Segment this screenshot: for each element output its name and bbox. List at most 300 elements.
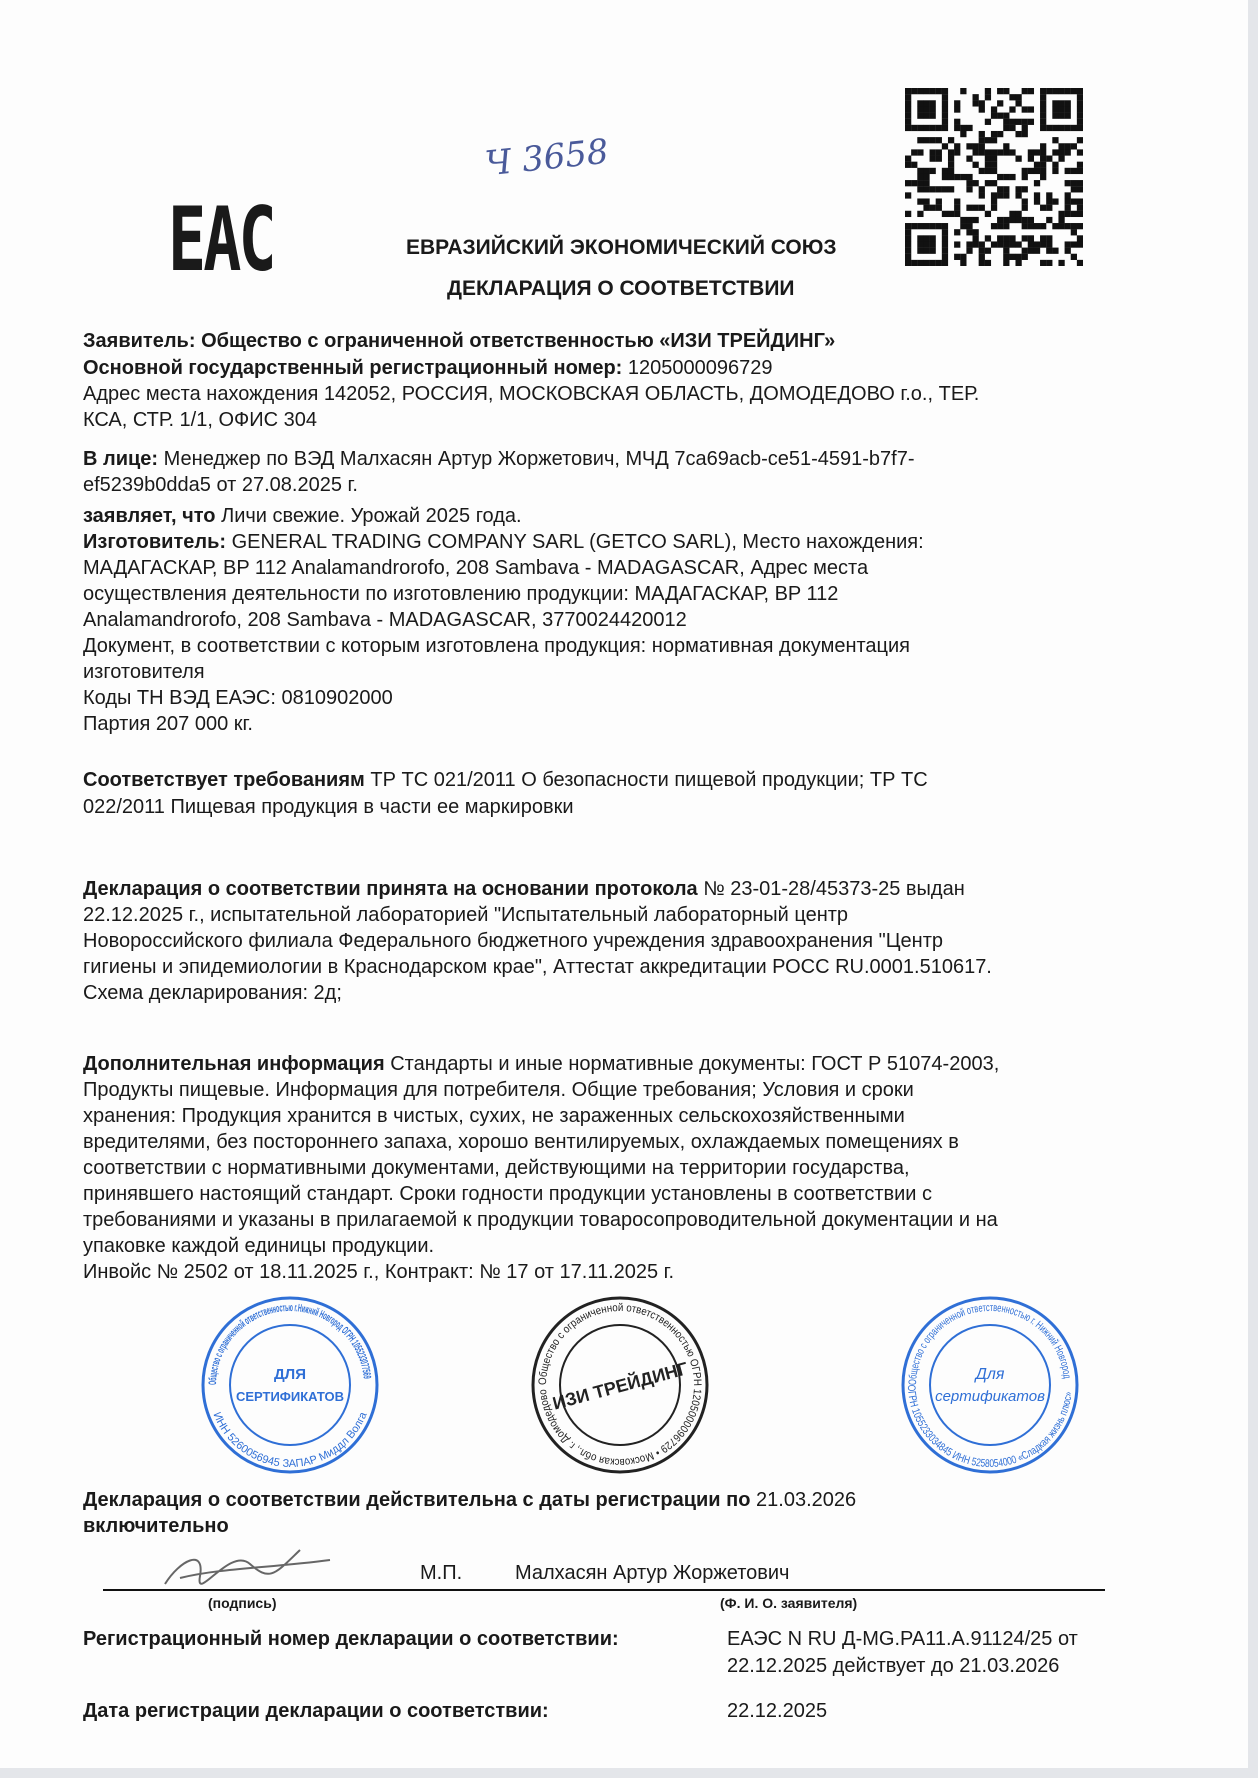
qr-module xyxy=(942,248,948,254)
qr-module xyxy=(1046,125,1052,131)
qr-module xyxy=(923,174,929,180)
qr-module xyxy=(948,149,954,155)
qr-module xyxy=(1052,223,1058,229)
qr-module xyxy=(985,137,991,143)
union-title: ЕВРАЗИЙСКИЙ ЭКОНОМИЧЕСКИЙ СОЮЗ xyxy=(406,236,837,259)
qr-module xyxy=(936,156,942,162)
qr-module xyxy=(1046,156,1052,162)
qr-module xyxy=(1065,168,1071,174)
qr-module xyxy=(1022,125,1028,131)
qr-module xyxy=(1065,205,1071,211)
qr-module xyxy=(979,192,985,198)
qr-module xyxy=(1046,205,1052,211)
qr-module xyxy=(954,211,960,217)
qr-module xyxy=(991,241,997,247)
qr-module xyxy=(1040,260,1046,266)
registration-date: 22.12.2025 xyxy=(727,1700,828,1722)
qr-module xyxy=(1003,241,1009,247)
qr-module xyxy=(1077,119,1083,125)
qr-module xyxy=(985,162,991,168)
name-caption: (Ф. И. О. заявителя) xyxy=(720,1595,858,1611)
qr-module xyxy=(1052,198,1058,204)
stamp-center-text: ИЗИ ТРЕЙДИНГ xyxy=(550,1358,691,1414)
stamp-ring-text-bottom: ОГРН 1055233034845 ИНН 5258054000 «Сладкая жизнь плюс» xyxy=(904,1384,1075,1471)
qr-module xyxy=(917,211,923,217)
representative-line xyxy=(83,446,915,472)
qr-module xyxy=(1046,198,1052,204)
product-text-line: Analamandrorofo, 208 Sambava - MADAGASCAR, 3770024420012 xyxy=(83,609,687,631)
qr-module xyxy=(1034,168,1040,174)
qr-module xyxy=(917,168,923,174)
qr-module xyxy=(917,260,923,266)
qr-module xyxy=(923,100,929,106)
stamp-ring-text: Общество с ограниченной ответственностью ОГРН 1205000096729 • Московская обл., г. Домодедово xyxy=(536,1301,704,1469)
qr-module xyxy=(905,162,911,168)
qr-module xyxy=(917,100,923,106)
qr-module xyxy=(1058,125,1064,131)
qr-module xyxy=(1058,113,1064,119)
qr-module xyxy=(911,149,917,155)
qr-module xyxy=(1022,119,1028,125)
qr-module xyxy=(905,235,911,241)
qr-module xyxy=(1003,143,1009,149)
qr-module xyxy=(1009,241,1015,247)
qr-module xyxy=(1052,168,1058,174)
qr-module xyxy=(936,137,942,143)
product-text: Личи свежие. Урожай 2025 года. xyxy=(221,505,522,527)
qr-module xyxy=(923,113,929,119)
additional-text-line: Продукты пищевые. Информация для потребителя. Общие требования; Условия и сроки xyxy=(83,1079,914,1101)
qr-module xyxy=(1003,260,1009,266)
basis-text-line: Схема декларирования: 2д; xyxy=(83,982,342,1004)
qr-module xyxy=(930,100,936,106)
qr-module xyxy=(930,260,936,266)
qr-module xyxy=(979,131,985,137)
stamp-center-text: Для xyxy=(975,1366,1005,1383)
qr-module xyxy=(1003,223,1009,229)
qr-module xyxy=(911,88,917,94)
qr-module xyxy=(1028,149,1034,155)
qr-module xyxy=(1052,248,1058,254)
qr-module xyxy=(936,149,942,155)
qr-module xyxy=(942,94,948,100)
qr-module xyxy=(905,88,911,94)
qr-module xyxy=(997,235,1003,241)
qr-module xyxy=(979,260,985,266)
stamp-center-text: СЕРТИФИКАТОВ xyxy=(235,1389,345,1404)
qr-module xyxy=(966,217,972,223)
qr-module xyxy=(954,229,960,235)
additional-text-line: требованиями и указаны в прилагаемой к продукции товаросопроводительной документации и на xyxy=(83,1209,998,1231)
qr-module xyxy=(1065,192,1071,198)
qr-module xyxy=(1015,192,1021,198)
conformity-text: ТР ТС 021/2011 О безопасности пищевой продукции; ТР ТС xyxy=(370,769,928,791)
qr-module xyxy=(1022,168,1028,174)
qr-module xyxy=(923,180,929,186)
qr-module xyxy=(979,241,985,247)
qr-module xyxy=(1046,88,1052,94)
product-text-line: МАДАГАСКАР, BP 112 Analamandrorofo, 208 Sambava - MADAGASCAR, Адрес места xyxy=(83,557,869,579)
qr-module xyxy=(1071,229,1077,235)
qr-module xyxy=(1028,235,1034,241)
qr-module xyxy=(1040,106,1046,112)
qr-module xyxy=(917,113,923,119)
conformity-line-2: 022/2011 Пищевая продукция в части ее маркировки xyxy=(83,796,574,818)
product-line xyxy=(83,503,522,529)
qr-module xyxy=(905,113,911,119)
qr-module xyxy=(973,100,979,106)
qr-module xyxy=(1052,113,1058,119)
qr-module xyxy=(954,198,960,204)
qr-module xyxy=(942,119,948,125)
qr-module xyxy=(1040,94,1046,100)
qr-module xyxy=(930,125,936,131)
validity-label: Декларация о соответствии действительна с даты регистрации по xyxy=(83,1489,751,1511)
qr-module xyxy=(905,192,911,198)
qr-module xyxy=(923,125,929,131)
svg-text:ИНН 5260056945 ЗАПАР Миддл Вол xyxy=(210,1410,369,1470)
qr-module xyxy=(1077,125,1083,131)
qr-module xyxy=(942,125,948,131)
qr-module xyxy=(923,241,929,247)
qr-module xyxy=(985,211,991,217)
qr-module xyxy=(936,260,942,266)
qr-module xyxy=(966,229,972,235)
qr-module xyxy=(954,119,960,125)
qr-module xyxy=(1015,260,1021,266)
qr-module xyxy=(960,174,966,180)
qr-module xyxy=(1077,241,1083,247)
qr-module xyxy=(954,125,960,131)
qr-module xyxy=(954,205,960,211)
qr-module xyxy=(991,156,997,162)
qr-module xyxy=(942,260,948,266)
qr-module xyxy=(942,229,948,235)
qr-module xyxy=(1071,211,1077,217)
qr-module xyxy=(942,254,948,260)
document-title: ДЕКЛАРАЦИЯ О СООТВЕТСТВИИ xyxy=(447,277,795,300)
qr-module xyxy=(1040,119,1046,125)
qr-module xyxy=(1009,119,1015,125)
qr-module xyxy=(1052,162,1058,168)
qr-module xyxy=(905,241,911,247)
qr-module xyxy=(991,137,997,143)
qr-module xyxy=(997,100,1003,106)
qr-module xyxy=(1003,186,1009,192)
qr-module xyxy=(1065,149,1071,155)
qr-module xyxy=(1058,100,1064,106)
qr-module xyxy=(942,106,948,112)
qr-module xyxy=(1040,125,1046,131)
qr-module xyxy=(1071,168,1077,174)
qr-module xyxy=(942,174,948,180)
qr-module xyxy=(1009,235,1015,241)
qr-module xyxy=(1028,223,1034,229)
qr-module xyxy=(930,149,936,155)
additional-line xyxy=(83,1051,999,1077)
qr-module xyxy=(917,149,923,155)
qr-module xyxy=(1009,211,1015,217)
qr-module xyxy=(1028,119,1034,125)
qr-module xyxy=(1028,241,1034,247)
qr-module xyxy=(1065,198,1071,204)
qr-module xyxy=(923,223,929,229)
representative-label: В лице: xyxy=(83,448,159,470)
qr-module xyxy=(991,113,997,119)
qr-module xyxy=(991,223,997,229)
qr-module xyxy=(917,174,923,180)
qr-module xyxy=(1022,223,1028,229)
qr-module xyxy=(1052,137,1058,143)
qr-module xyxy=(917,223,923,229)
qr-module xyxy=(1058,211,1064,217)
qr-module xyxy=(942,88,948,94)
qr-module xyxy=(1022,88,1028,94)
qr-module xyxy=(985,248,991,254)
qr-module xyxy=(930,137,936,143)
qr-module xyxy=(905,125,911,131)
qr-module xyxy=(1046,241,1052,247)
qr-module xyxy=(1022,217,1028,223)
qr-module xyxy=(1022,186,1028,192)
qr-module xyxy=(942,211,948,217)
qr-module xyxy=(923,186,929,192)
qr-module xyxy=(997,223,1003,229)
stamp-center-text: сертификатов xyxy=(935,1388,1045,1405)
qr-module xyxy=(960,260,966,266)
black-company-stamp xyxy=(530,1295,710,1475)
qr-module xyxy=(1003,254,1009,260)
qr-module xyxy=(917,125,923,131)
applicant-label: Заявитель: xyxy=(83,330,196,352)
qr-module xyxy=(948,156,954,162)
blue-stamp-right xyxy=(900,1295,1080,1475)
qr-module xyxy=(942,223,948,229)
qr-module xyxy=(997,149,1003,155)
qr-module xyxy=(905,100,911,106)
qr-module xyxy=(997,192,1003,198)
qr-module xyxy=(905,223,911,229)
qr-module xyxy=(991,131,997,137)
handwritten-signature xyxy=(150,1540,340,1588)
qr-module xyxy=(960,131,966,137)
qr-module xyxy=(1058,223,1064,229)
product-text-line: Партия 207 000 кг. xyxy=(83,713,253,735)
qr-module xyxy=(1003,125,1009,131)
qr-module xyxy=(979,143,985,149)
stamp-center-text: ДЛЯ xyxy=(274,1366,306,1383)
qr-module xyxy=(930,88,936,94)
qr-module xyxy=(985,180,991,186)
mp-label: М.П. xyxy=(420,1562,463,1584)
qr-module xyxy=(1046,248,1052,254)
qr-module xyxy=(1065,241,1071,247)
qr-module xyxy=(911,260,917,266)
stamp-ring-text-top: Общество с ограниченной ответственностью г.Нижний Новгород ОГРН 1055233077569 xyxy=(206,1301,374,1386)
qr-module xyxy=(954,174,960,180)
qr-module xyxy=(1071,88,1077,94)
qr-module xyxy=(960,217,966,223)
manufacturer-label: Изготовитель: xyxy=(83,531,227,553)
stamp-ring-text-bottom: ИНН 5260056945 ЗАПАР Миддл Волга xyxy=(210,1410,370,1471)
qr-module xyxy=(905,229,911,235)
qr-module xyxy=(1040,235,1046,241)
qr-module xyxy=(1065,223,1071,229)
qr-module xyxy=(1040,100,1046,106)
qr-module xyxy=(905,106,911,112)
qr-module xyxy=(954,254,960,260)
qr-module xyxy=(1022,205,1028,211)
qr-module xyxy=(991,180,997,186)
qr-module xyxy=(966,125,972,131)
qr-module xyxy=(930,186,936,192)
qr-module xyxy=(979,149,985,155)
handwritten-number: Ч 3658 xyxy=(483,131,611,185)
qr-module xyxy=(997,174,1003,180)
qr-module xyxy=(979,248,985,254)
signature-caption: (подпись) xyxy=(208,1595,277,1611)
qr-module xyxy=(1071,186,1077,192)
qr-module xyxy=(930,235,936,241)
qr-module xyxy=(1015,186,1021,192)
qr-module xyxy=(1065,88,1071,94)
qr-module xyxy=(1058,156,1064,162)
qr-module xyxy=(948,174,954,180)
qr-module xyxy=(991,162,997,168)
qr-module xyxy=(1040,174,1046,180)
validity-date: 21.03.2026 xyxy=(756,1489,857,1511)
qr-module xyxy=(905,94,911,100)
qr-module xyxy=(942,186,948,192)
qr-module xyxy=(979,137,985,143)
qr-module xyxy=(1040,241,1046,247)
qr-module xyxy=(1028,248,1034,254)
qr-module xyxy=(1071,198,1077,204)
qr-module xyxy=(1040,156,1046,162)
qr-module xyxy=(985,149,991,155)
address-line-1: Адрес места нахождения 142052, РОССИЯ, МОСКОВСКАЯ ОБЛАСТЬ, ДОМОДЕДОВО г.о., ТЕР. xyxy=(83,383,980,405)
qr-module xyxy=(1003,192,1009,198)
qr-module xyxy=(1077,235,1083,241)
applicant-name: Общество с ограниченной ответственностью «ИЗИ ТРЕЙДИНГ» xyxy=(201,330,836,352)
qr-module xyxy=(923,260,929,266)
basis-text-line: гигиены и эпидемиологии в Краснодарском крае", Аттестат аккредитации РОСС RU.0001.510617. xyxy=(83,956,992,978)
qr-module xyxy=(1003,174,1009,180)
qr-module xyxy=(1077,260,1083,266)
qr-module xyxy=(954,106,960,112)
qr-module xyxy=(991,168,997,174)
qr-module xyxy=(930,106,936,112)
qr-module xyxy=(1071,254,1077,260)
qr-module xyxy=(948,168,954,174)
qr-module xyxy=(973,235,979,241)
basis-text-line: 22.12.2025 г., испытательной лабораторией "Испытательный лабораторный центр xyxy=(83,904,849,926)
qr-module xyxy=(966,174,972,180)
basis-label: Декларация о соответствии принята на основании протокола xyxy=(83,878,698,900)
qr-module xyxy=(923,106,929,112)
basis-text-line: Новороссийского филиала Федерального бюджетного учреждения здравоохранения "Центр xyxy=(83,930,944,952)
qr-module xyxy=(1003,235,1009,241)
qr-module xyxy=(1015,131,1021,137)
qr-module xyxy=(1003,119,1009,125)
qr-module xyxy=(917,88,923,94)
manufacturer-text: GENERAL TRADING COMPANY SARL (GETCO SARL), Место нахождения: xyxy=(231,531,924,553)
qr-module xyxy=(905,156,911,162)
qr-module xyxy=(942,241,948,247)
qr-module xyxy=(985,168,991,174)
qr-module xyxy=(905,260,911,266)
qr-module xyxy=(1065,106,1071,112)
applicant-name-signature: Малхасян Артур Жоржетович xyxy=(515,1562,790,1584)
qr-module xyxy=(973,229,979,235)
qr-module xyxy=(1065,180,1071,186)
qr-module xyxy=(1077,168,1083,174)
qr-module xyxy=(1040,223,1046,229)
qr-module xyxy=(905,248,911,254)
qr-module xyxy=(1046,260,1052,266)
qr-module xyxy=(1003,149,1009,155)
qr-module xyxy=(1046,192,1052,198)
validity-line-2: включительно xyxy=(83,1515,229,1537)
qr-module xyxy=(973,143,979,149)
qr-module xyxy=(966,241,972,247)
qr-module xyxy=(985,156,991,162)
qr-module xyxy=(1046,235,1052,241)
qr-module xyxy=(1040,113,1046,119)
qr-module xyxy=(991,149,997,155)
representative-line-2: ef5239b0dda5 от 27.08.2025 г. xyxy=(83,474,358,496)
qr-module xyxy=(1022,106,1028,112)
additional-label: Дополнительная информация xyxy=(83,1053,385,1075)
qr-module xyxy=(1077,162,1083,168)
qr-module xyxy=(911,223,917,229)
qr-module xyxy=(991,205,997,211)
qr-module xyxy=(1015,156,1021,162)
qr-module xyxy=(923,248,929,254)
qr-module xyxy=(1009,254,1015,260)
qr-module xyxy=(1071,143,1077,149)
qr-module xyxy=(1065,113,1071,119)
product-label: заявляет, что xyxy=(83,505,216,527)
qr-module xyxy=(954,100,960,106)
qr-module xyxy=(1052,88,1058,94)
qr-module xyxy=(979,100,985,106)
qr-module xyxy=(1052,125,1058,131)
qr-module xyxy=(1028,106,1034,112)
qr-module xyxy=(1058,143,1064,149)
qr-module xyxy=(1034,248,1040,254)
qr-module xyxy=(979,186,985,192)
qr-module xyxy=(917,186,923,192)
qr-module xyxy=(1034,192,1040,198)
additional-text: Стандарты и иные нормативные документы: ГОСТ Р 51074-2003, xyxy=(390,1053,1000,1075)
qr-module xyxy=(1077,137,1083,143)
qr-module xyxy=(917,198,923,204)
basis-line xyxy=(83,876,965,902)
qr-module xyxy=(1077,205,1083,211)
qr-module xyxy=(948,186,954,192)
stamp-ring-text-top: Общество с ограниченной ответственностью г. Нижний Новгород xyxy=(906,1301,1073,1386)
qr-module xyxy=(1052,149,1058,155)
qr-module xyxy=(1065,248,1071,254)
qr-module xyxy=(1077,94,1083,100)
qr-module xyxy=(997,88,1003,94)
qr-module xyxy=(991,192,997,198)
qr-module xyxy=(948,137,954,143)
qr-module xyxy=(917,180,923,186)
qr-module xyxy=(1071,125,1077,131)
qr-module xyxy=(1058,106,1064,112)
